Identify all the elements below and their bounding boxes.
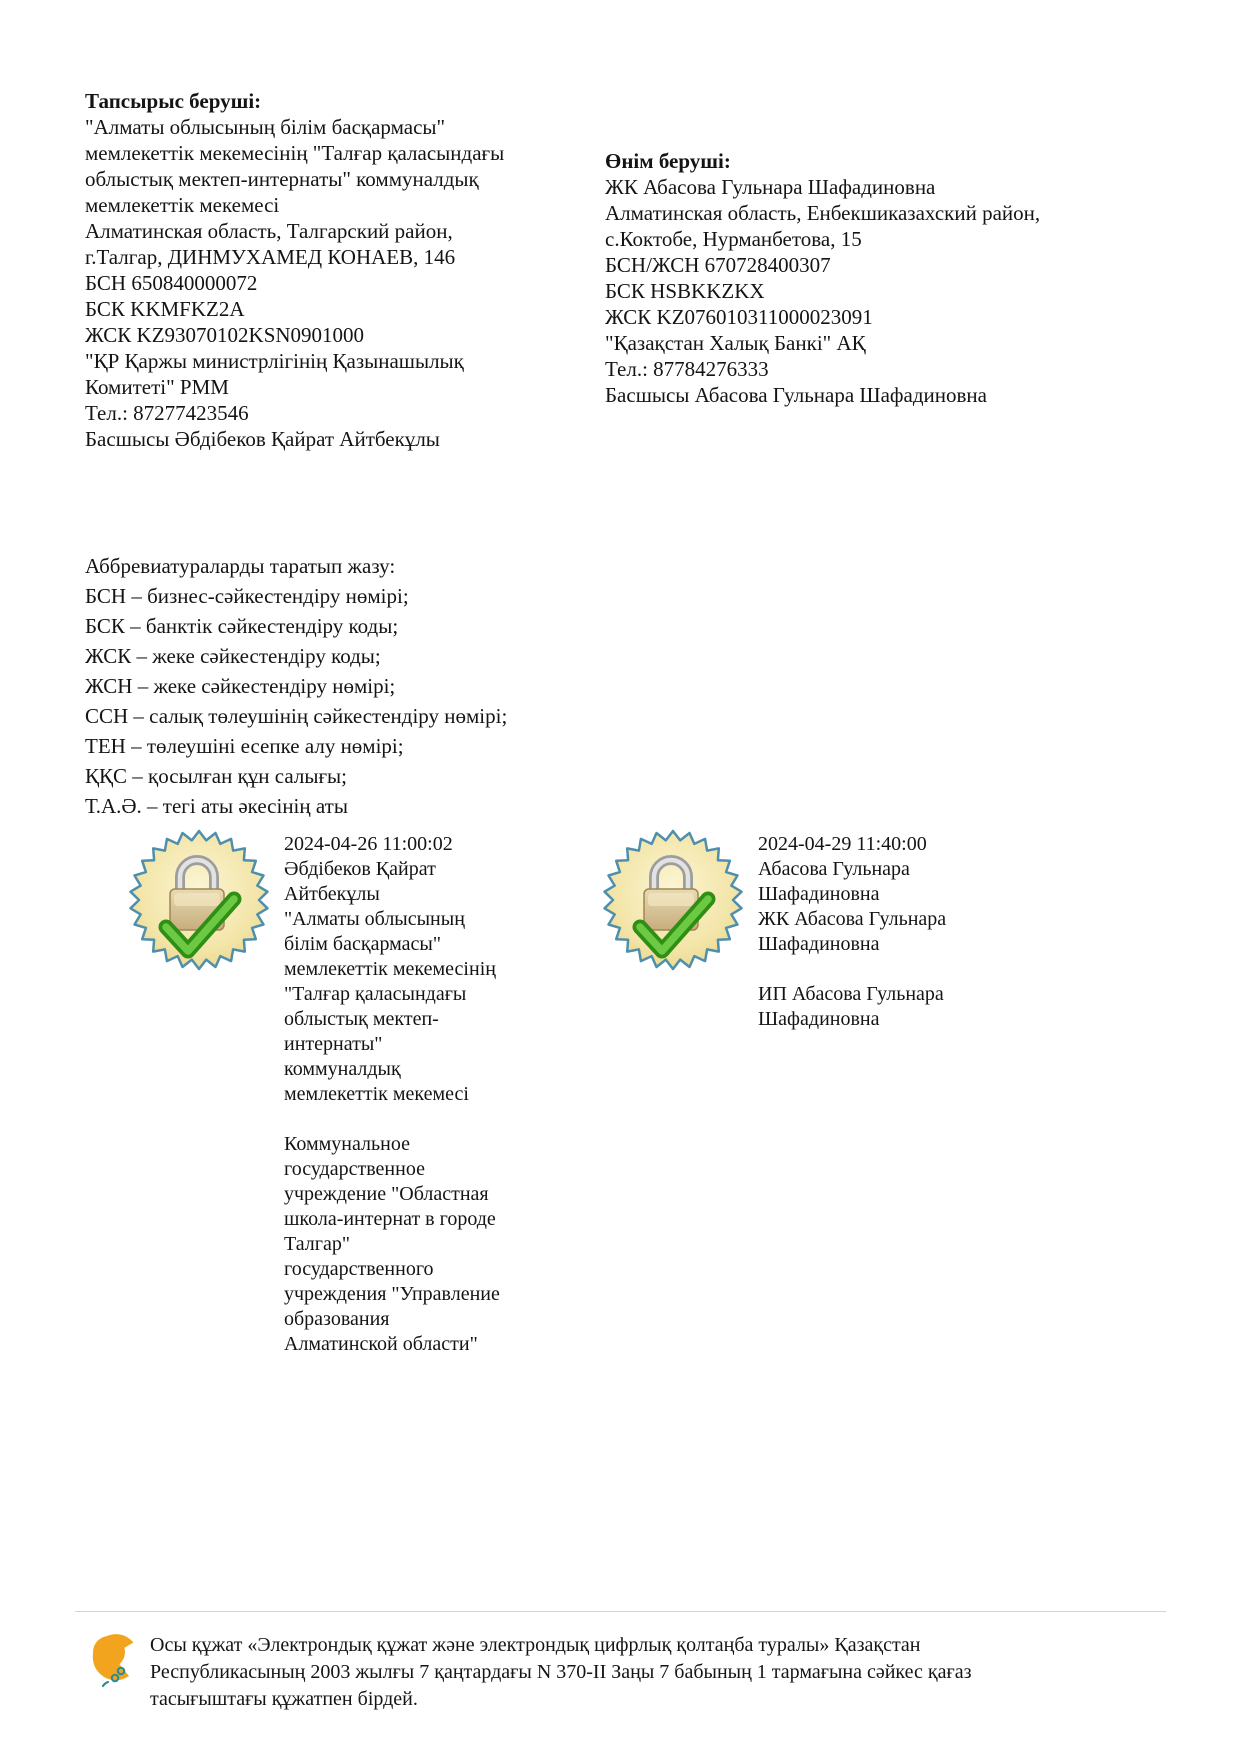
- signature-block-customer: [128, 826, 500, 1357]
- signature-timestamp: 2024-04-26 11:00:02: [284, 833, 453, 855]
- signature-details: [284, 826, 500, 1357]
- abbr-item: БСК – банктік сәйкестендіру коды;: [85, 614, 399, 638]
- customer-heading: Тапсырыс беруші:: [85, 89, 262, 113]
- customer-line: Тел.: 87277423546: [85, 401, 249, 425]
- customer-line: БСН 650840000072: [85, 271, 258, 295]
- signature-org-secondary: ИП Абасова Гульнара Шафадиновна: [758, 983, 944, 1030]
- signature-org-primary: ЖК Абасова Гульнара Шафадиновна: [758, 908, 947, 955]
- supplier-line: "Қазақстан Халық Банкі" АҚ: [605, 331, 866, 355]
- supplier-line: БСК HSBKKZKX: [605, 279, 765, 303]
- footer: [88, 1628, 1098, 1713]
- abbr-item: ЖСК – жеке сәйкестендіру коды;: [85, 644, 381, 668]
- supplier-line: ЖК Абасова Гульнара Шафадиновна: [605, 175, 936, 199]
- supplier-line: Басшысы Абасова Гульнара Шафадиновна: [605, 383, 987, 407]
- supplier-line: Тел.: 87784276333: [605, 357, 769, 381]
- padlock-check-seal-icon: [602, 826, 744, 978]
- signature-org-secondary: Коммунальное государственное учреждение "Областная школа-интернат в городе Талгар" государственного учреждения "Управление образования Алматинской области": [284, 1133, 500, 1355]
- abbr-item: ССН – салық төлеушінің сәйкестендіру нөмірі;: [85, 704, 508, 728]
- supplier-line: ЖСК KZ076010311000023091: [605, 305, 873, 329]
- abbr-item: ЖСН – жеке сәйкестендіру нөмірі;: [85, 674, 396, 698]
- goszakup-logo-icon: [88, 1628, 140, 1696]
- customer-line: "ҚР Қаржы министрлігінің Қазынашылық Комитеті" РММ: [85, 349, 464, 399]
- customer-line: "Алматы облысының білім басқармасы" мемлекеттік мекемесінің "Талғар қаласындағы облыстық мектеп-интернаты" коммуналдық мемлекеттік мекемесі: [85, 115, 505, 217]
- abbr-item: ҚҚС – қосылған құн салығы;: [85, 764, 347, 788]
- abbreviations-block: [85, 551, 705, 821]
- abbreviations-title: Аббревиатураларды таратып жазу:: [85, 554, 396, 578]
- customer-line: БСК KKMFKZ2A: [85, 297, 245, 321]
- supplier-heading: Өнім беруші:: [605, 149, 731, 173]
- signature-timestamp: 2024-04-29 11:40:00: [758, 833, 927, 855]
- customer-line: ЖСК KZ93070102KSN0901000: [85, 323, 365, 347]
- signature-org-primary: "Алматы облысының білім басқармасы" мемлекеттік мекемесінің "Талғар қаласындағы облыстық мектеп-интернаты" коммуналдық мемлекеттік мекемесі: [284, 908, 496, 1105]
- abbr-item: ТЕН – төлеушіні есепке алу нөмірі;: [85, 734, 404, 758]
- customer-block: [85, 88, 517, 452]
- abbr-item: БСН – бизнес-сәйкестендіру нөмірі;: [85, 584, 409, 608]
- footer-legal-text: Осы құжат «Электрондық құжат және электрондық цифрлық қолтаңба туралы» Қазақстан Республикасының 2003 жылғы 7 қаңтардағы N 370-II Заңы 7 бабының 1 тармағына сәйкес қағаз тасығыштағы құжатпен бірдей.: [150, 1634, 972, 1710]
- padlock-check-seal-icon: [128, 826, 270, 978]
- signature-details: [758, 826, 994, 1032]
- supplier-line: БСН/ЖСН 670728400307: [605, 253, 831, 277]
- customer-line: Алматинская область, Талгарский район, г.Талгар, ДИНМУХАМЕД КОНАЕВ, 146: [85, 219, 456, 269]
- footer-divider: [75, 1611, 1166, 1612]
- customer-line: Басшысы Әбдібеков Қайрат Айтбекұлы: [85, 427, 440, 451]
- supplier-line: Алматинская область, Енбекшиказахский район, с.Коктобе, Нурманбетова, 15: [605, 201, 1041, 251]
- supplier-block: [605, 148, 1053, 408]
- signature-block-supplier: [602, 826, 994, 1032]
- signature-signer: Әбдібеков Қайрат Айтбекұлы: [284, 858, 436, 905]
- signature-signer: Абасова Гульнара Шафадиновна: [758, 858, 910, 905]
- abbr-item: Т.А.Ә. – тегі аты әкесінің аты: [85, 794, 348, 818]
